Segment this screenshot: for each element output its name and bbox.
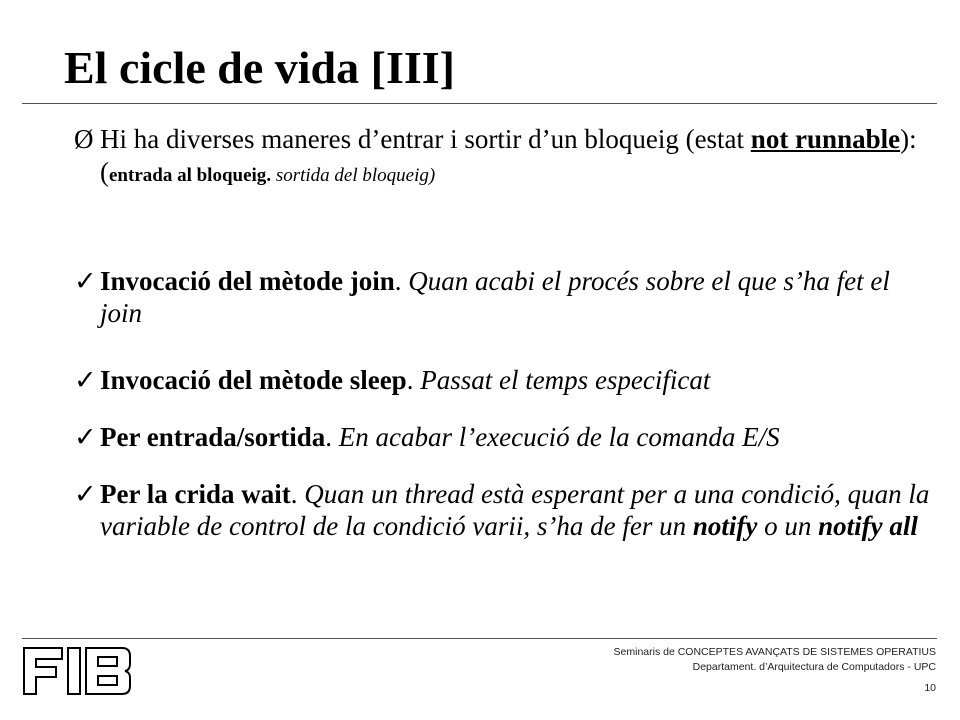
check-icon: ✓ [74,479,97,509]
check-icon: ✓ [74,266,97,296]
check-icon: ✓ [74,422,97,452]
arrow-bullet-icon: Ø [74,124,94,154]
footer-course: Seminaris de CONCEPTES AVANÇATS DE SISTEMES OPERATIUS [613,646,936,658]
slide-title: El cicle de vida [III] [64,42,455,93]
page-number: 10 [924,682,936,694]
check-icon: ✓ [74,365,97,395]
not-runnable-term: not runnable [750,124,901,154]
footer-credits [614,645,936,675]
intro-text: Hi ha diverses maneres d’entrar i sortir d’un bloqueig (estat not runnable): (entrada al bloqueig. sortida del bloqueig) [100,124,917,187]
list-item-wait: ✓ Per la crida wait. Quan un thread està esperant per a una condició, quan la variable de control de la condició varii, s’ha de fer un notify o un notify all [74,479,930,541]
intro-bullet [74,123,934,192]
list-item-io: ✓ Per entrada/sortida. En acabar l’execució de la comanda E/S [74,422,780,452]
title-divider [22,103,937,104]
fib-logo [22,646,134,696]
list-item-sleep: ✓ Invocació del mètode sleep. Passat el temps especificat [74,365,711,395]
footer-department: Departament. d’Arquitectura de Computadors - UPC [692,661,936,673]
footer-divider [22,638,937,639]
list-item-join: ✓ Invocació del mètode join. Quan acabi el procés sobre el que s’ha fet el join [74,266,890,328]
